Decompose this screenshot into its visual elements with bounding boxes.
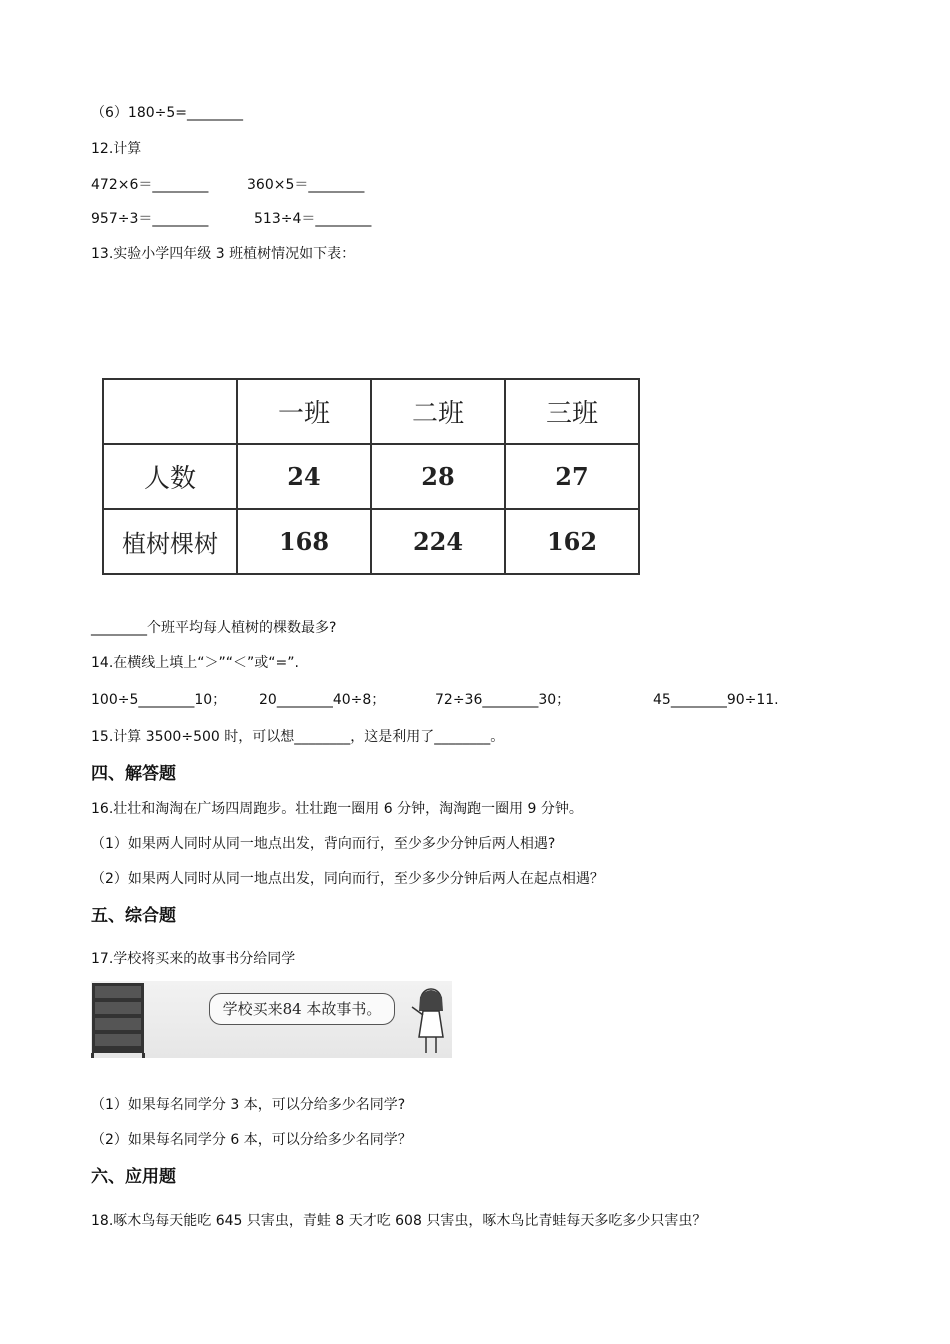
table-header-cell: 二班: [371, 379, 505, 444]
q12-item-d: 513÷4＝________: [254, 211, 372, 227]
q14-item-d: 45________90÷11.: [653, 692, 779, 708]
q16-part2: （2）如果两人同时从同一地点出发，同向而行，至少多少分钟后两人在起点相遇？: [91, 871, 604, 887]
section-heading-6: 六、应用题: [91, 1167, 176, 1187]
section-heading-4: 四、解答题: [91, 764, 176, 784]
q17-title: 17.学校将买来的故事书分给同学: [91, 951, 296, 967]
table-cell: 162: [505, 509, 639, 574]
q16-part1: （1）如果两人同时从同一地点出发，背向而行，至少多少分钟后两人相遇?: [91, 836, 556, 852]
bookshelf-icon: [91, 981, 147, 1058]
q12-item-b: 360×5＝________: [247, 177, 365, 193]
q13-title: 13.实验小学四年级 3 班植树情况如下表：: [91, 246, 356, 262]
table-cell: 24: [237, 444, 371, 509]
table-header-cell: [103, 379, 237, 444]
q16-title: 16.壮壮和淘淘在广场四周跑步。壮壮跑一圈用 6 分钟，淘淘跑一圈用 9 分钟。: [91, 801, 583, 817]
table-cell: 168: [237, 509, 371, 574]
section-heading-5: 五、综合题: [91, 906, 176, 926]
table-row: [103, 444, 639, 509]
speech-bubble: 学校买来84 本故事书。: [209, 993, 395, 1025]
table-row-label: 人数: [103, 444, 237, 509]
tree-planting-table: [102, 378, 640, 575]
table-header-cell: 三班: [505, 379, 639, 444]
table-cell: 28: [371, 444, 505, 509]
table-row: [103, 509, 639, 574]
q14-title: 14.在横线上填上“＞”“＜”或“=”.: [91, 655, 299, 671]
q14-item-b: 20________40÷8；: [259, 692, 386, 708]
q17-part2: （2）如果每名同学分 6 本，可以分给多少名同学？: [91, 1132, 412, 1148]
q14-item-a: 100÷5________10；: [91, 692, 227, 708]
table-header-row: [103, 379, 639, 444]
q14-item-c: 72÷36________30；: [435, 692, 571, 708]
q17-part1: （1）如果每名同学分 3 本，可以分给多少名同学?: [91, 1097, 406, 1113]
q12-item-c: 957÷3＝________: [91, 211, 209, 227]
q12-item-a: 472×6＝________: [91, 177, 209, 193]
table-cell: 224: [371, 509, 505, 574]
table-header-cell: 一班: [237, 379, 371, 444]
table-cell: 27: [505, 444, 639, 509]
q18-text: 18.啄木鸟每天能吃 645 只害虫，青蛙 8 天才吃 608 只害虫，啄木鸟比青蛙每天多吃多少只害虫？: [91, 1213, 707, 1229]
q11-part6: （6）180÷5=________: [91, 105, 243, 121]
girl-figure-icon: [409, 981, 449, 1058]
q12-title: 12.计算: [91, 141, 142, 157]
story-book-illustration: [91, 981, 452, 1058]
q13-question: ________个班平均每人植树的棵数最多?: [91, 620, 337, 636]
table-row-label: 植树棵树: [103, 509, 237, 574]
q15-text: 15.计算 3500÷500 时，可以想________，这是利用了________。: [91, 729, 505, 745]
